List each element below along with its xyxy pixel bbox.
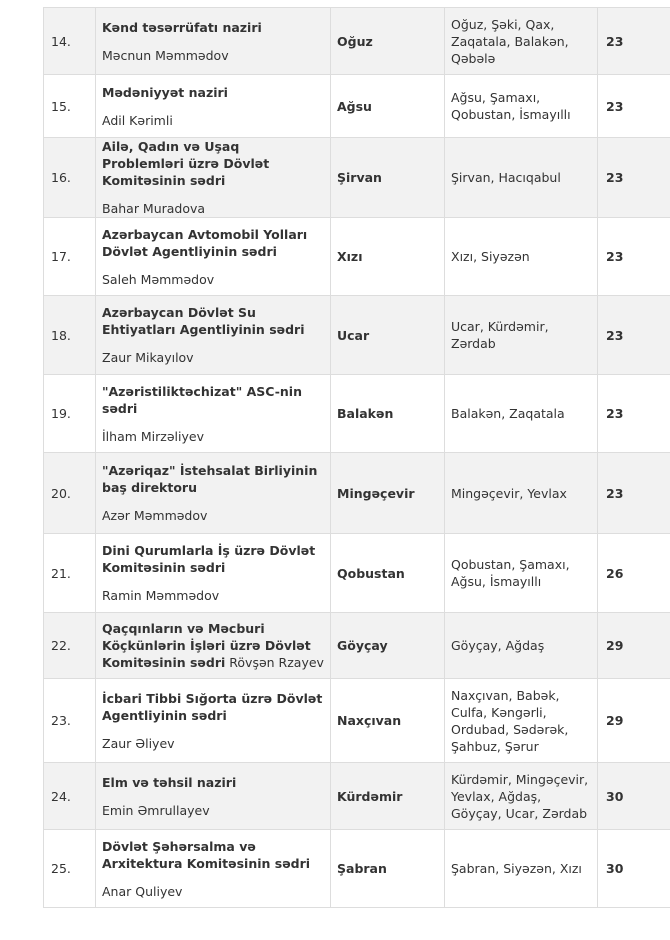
person-name: Zaur Əliyev (102, 735, 175, 751)
position-title: Kənd təsərrüfatı naziri (102, 19, 262, 35)
district-cell: Şirvan (331, 138, 445, 218)
votes-cell: 23 (598, 453, 670, 534)
person-name: Azər Məmmədov (102, 508, 208, 523)
position-title: Mədəniyyət naziri (102, 84, 228, 100)
table-row (44, 763, 670, 830)
position-cell (96, 453, 331, 534)
table-row (44, 453, 670, 534)
row-number: 15. (44, 75, 96, 138)
table-row (44, 138, 670, 218)
table-row (44, 8, 670, 75)
district-cell: Xızı (331, 218, 445, 296)
position-cell (96, 296, 331, 375)
regions-cell: Mingəçevir, Yevlax (445, 453, 598, 534)
table-row (44, 679, 670, 763)
votes-cell: 29 (598, 679, 670, 763)
position-cell (96, 830, 331, 908)
person-name: Emin Əmrullayev (102, 802, 210, 818)
table-row (44, 296, 670, 375)
row-number: 20. (44, 453, 96, 534)
person-name: Saleh Məmmədov (102, 271, 215, 287)
position-title: Elm və təhsil naziri (102, 774, 237, 790)
regions-cell: Şirvan, Hacıqabul (445, 138, 598, 218)
position-cell (96, 534, 331, 613)
row-number: 14. (44, 8, 96, 75)
votes-cell: 30 (598, 830, 670, 908)
votes-cell: 29 (598, 613, 670, 679)
regions-cell: Oğuz, Şəki, Qax, Zaqatala, Balakən, Qəbələ (445, 8, 598, 75)
votes-cell: 23 (598, 138, 670, 218)
officials-table (43, 7, 670, 908)
position-cell (96, 613, 331, 679)
district-cell: Ucar (331, 296, 445, 375)
table-row (44, 534, 670, 613)
position-cell (96, 218, 331, 296)
regions-cell: Şabran, Siyəzən, Xızı (445, 830, 598, 908)
row-number: 16. (44, 138, 96, 218)
row-number: 24. (44, 763, 96, 830)
district-cell: Ağsu (331, 75, 445, 138)
position-cell (96, 375, 331, 453)
person-name: Anar Quliyev (102, 883, 183, 899)
district-cell: Qobustan (331, 534, 445, 613)
person-name: Rövşən Rzayev (229, 655, 324, 670)
district-cell: Naxçıvan (331, 679, 445, 763)
row-number: 23. (44, 679, 96, 763)
row-number: 25. (44, 830, 96, 908)
row-number: 19. (44, 375, 96, 453)
regions-cell: Xızı, Siyəzən (445, 218, 598, 296)
position-cell (96, 763, 331, 830)
row-number: 18. (44, 296, 96, 375)
person-name: Məcnun Məmmədov (102, 47, 229, 63)
position-title: Dini Qurumlarla İş üzrə Dövlət Komitəsinin sədri (102, 543, 316, 575)
district-cell: Mingəçevir (331, 453, 445, 534)
position-title: "Azəriqaz" İstehsalat Birliyinin baş direktoru (102, 463, 318, 495)
regions-cell: Göyçay, Ağdaş (445, 613, 598, 679)
position-title: İcbari Tibbi Sığorta üzrə Dövlət Agentliyinin sədri (102, 690, 323, 723)
position-cell (96, 8, 331, 75)
row-number: 22. (44, 613, 96, 679)
district-cell: Göyçay (331, 613, 445, 679)
district-cell: Kürdəmir (331, 763, 445, 830)
position-cell (96, 679, 331, 763)
table-row (44, 75, 670, 138)
regions-cell: Naxçıvan, Babək, Culfa, Kəngərli, Ordubad, Sədərək, Şahbuz, Şərur (445, 679, 598, 763)
regions-cell: Ağsu, Şamaxı, Qobustan, İsmayıllı (445, 75, 598, 138)
row-number: 21. (44, 534, 96, 613)
regions-cell: Qobustan, Şamaxı, Ağsu, İsmayıllı (445, 534, 598, 613)
district-cell: Oğuz (331, 8, 445, 75)
votes-cell: 30 (598, 763, 670, 830)
table-row (44, 375, 670, 453)
person-name: Bahar Muradova (102, 201, 206, 216)
votes-cell: 26 (598, 534, 670, 613)
position-title: Qaçqınların və Məcburi Köçkünlərin İşləri üzrə Dövlət Komitəsinin sədri (102, 621, 311, 670)
votes-cell: 23 (598, 375, 670, 453)
position-cell (96, 75, 331, 138)
table-row (44, 830, 670, 908)
district-cell: Balakən (331, 375, 445, 453)
table-row (44, 218, 670, 296)
regions-cell: Kürdəmir, Mingəçevir, Yevlax, Ağdaş, Göyçay, Ucar, Zərdab (445, 763, 598, 830)
person-name: Ramin Məmmədov (102, 588, 220, 603)
person-name: İlham Mirzəliyev (102, 428, 204, 444)
position-title: Ailə, Qadın və Uşaq Problemləri üzrə Dövlət Komitəsinin sədri (102, 139, 270, 188)
position-title: Dövlət Şəhərsalma və Arxitektura Komitəsinin sədri (102, 838, 311, 871)
table-row (44, 613, 670, 679)
votes-cell: 23 (598, 218, 670, 296)
person-name: Adil Kərimli (102, 112, 173, 128)
regions-cell: Ucar, Kürdəmir, Zərdab (445, 296, 598, 375)
votes-cell: 23 (598, 296, 670, 375)
position-cell (96, 138, 331, 218)
votes-cell: 23 (598, 8, 670, 75)
regions-cell: Balakən, Zaqatala (445, 375, 598, 453)
votes-cell: 23 (598, 75, 670, 138)
row-number: 17. (44, 218, 96, 296)
position-title: Azərbaycan Dövlət Su Ehtiyatları Agentliyinin sədri (102, 305, 305, 337)
district-cell: Şabran (331, 830, 445, 908)
person-name: Zaur Mikayılov (102, 350, 194, 365)
position-title: "Azəristiliktəchizat" ASC-nin sədri (102, 383, 302, 416)
position-title: Azərbaycan Avtomobil Yolları Dövlət Agentliyinin sədri (102, 226, 308, 259)
